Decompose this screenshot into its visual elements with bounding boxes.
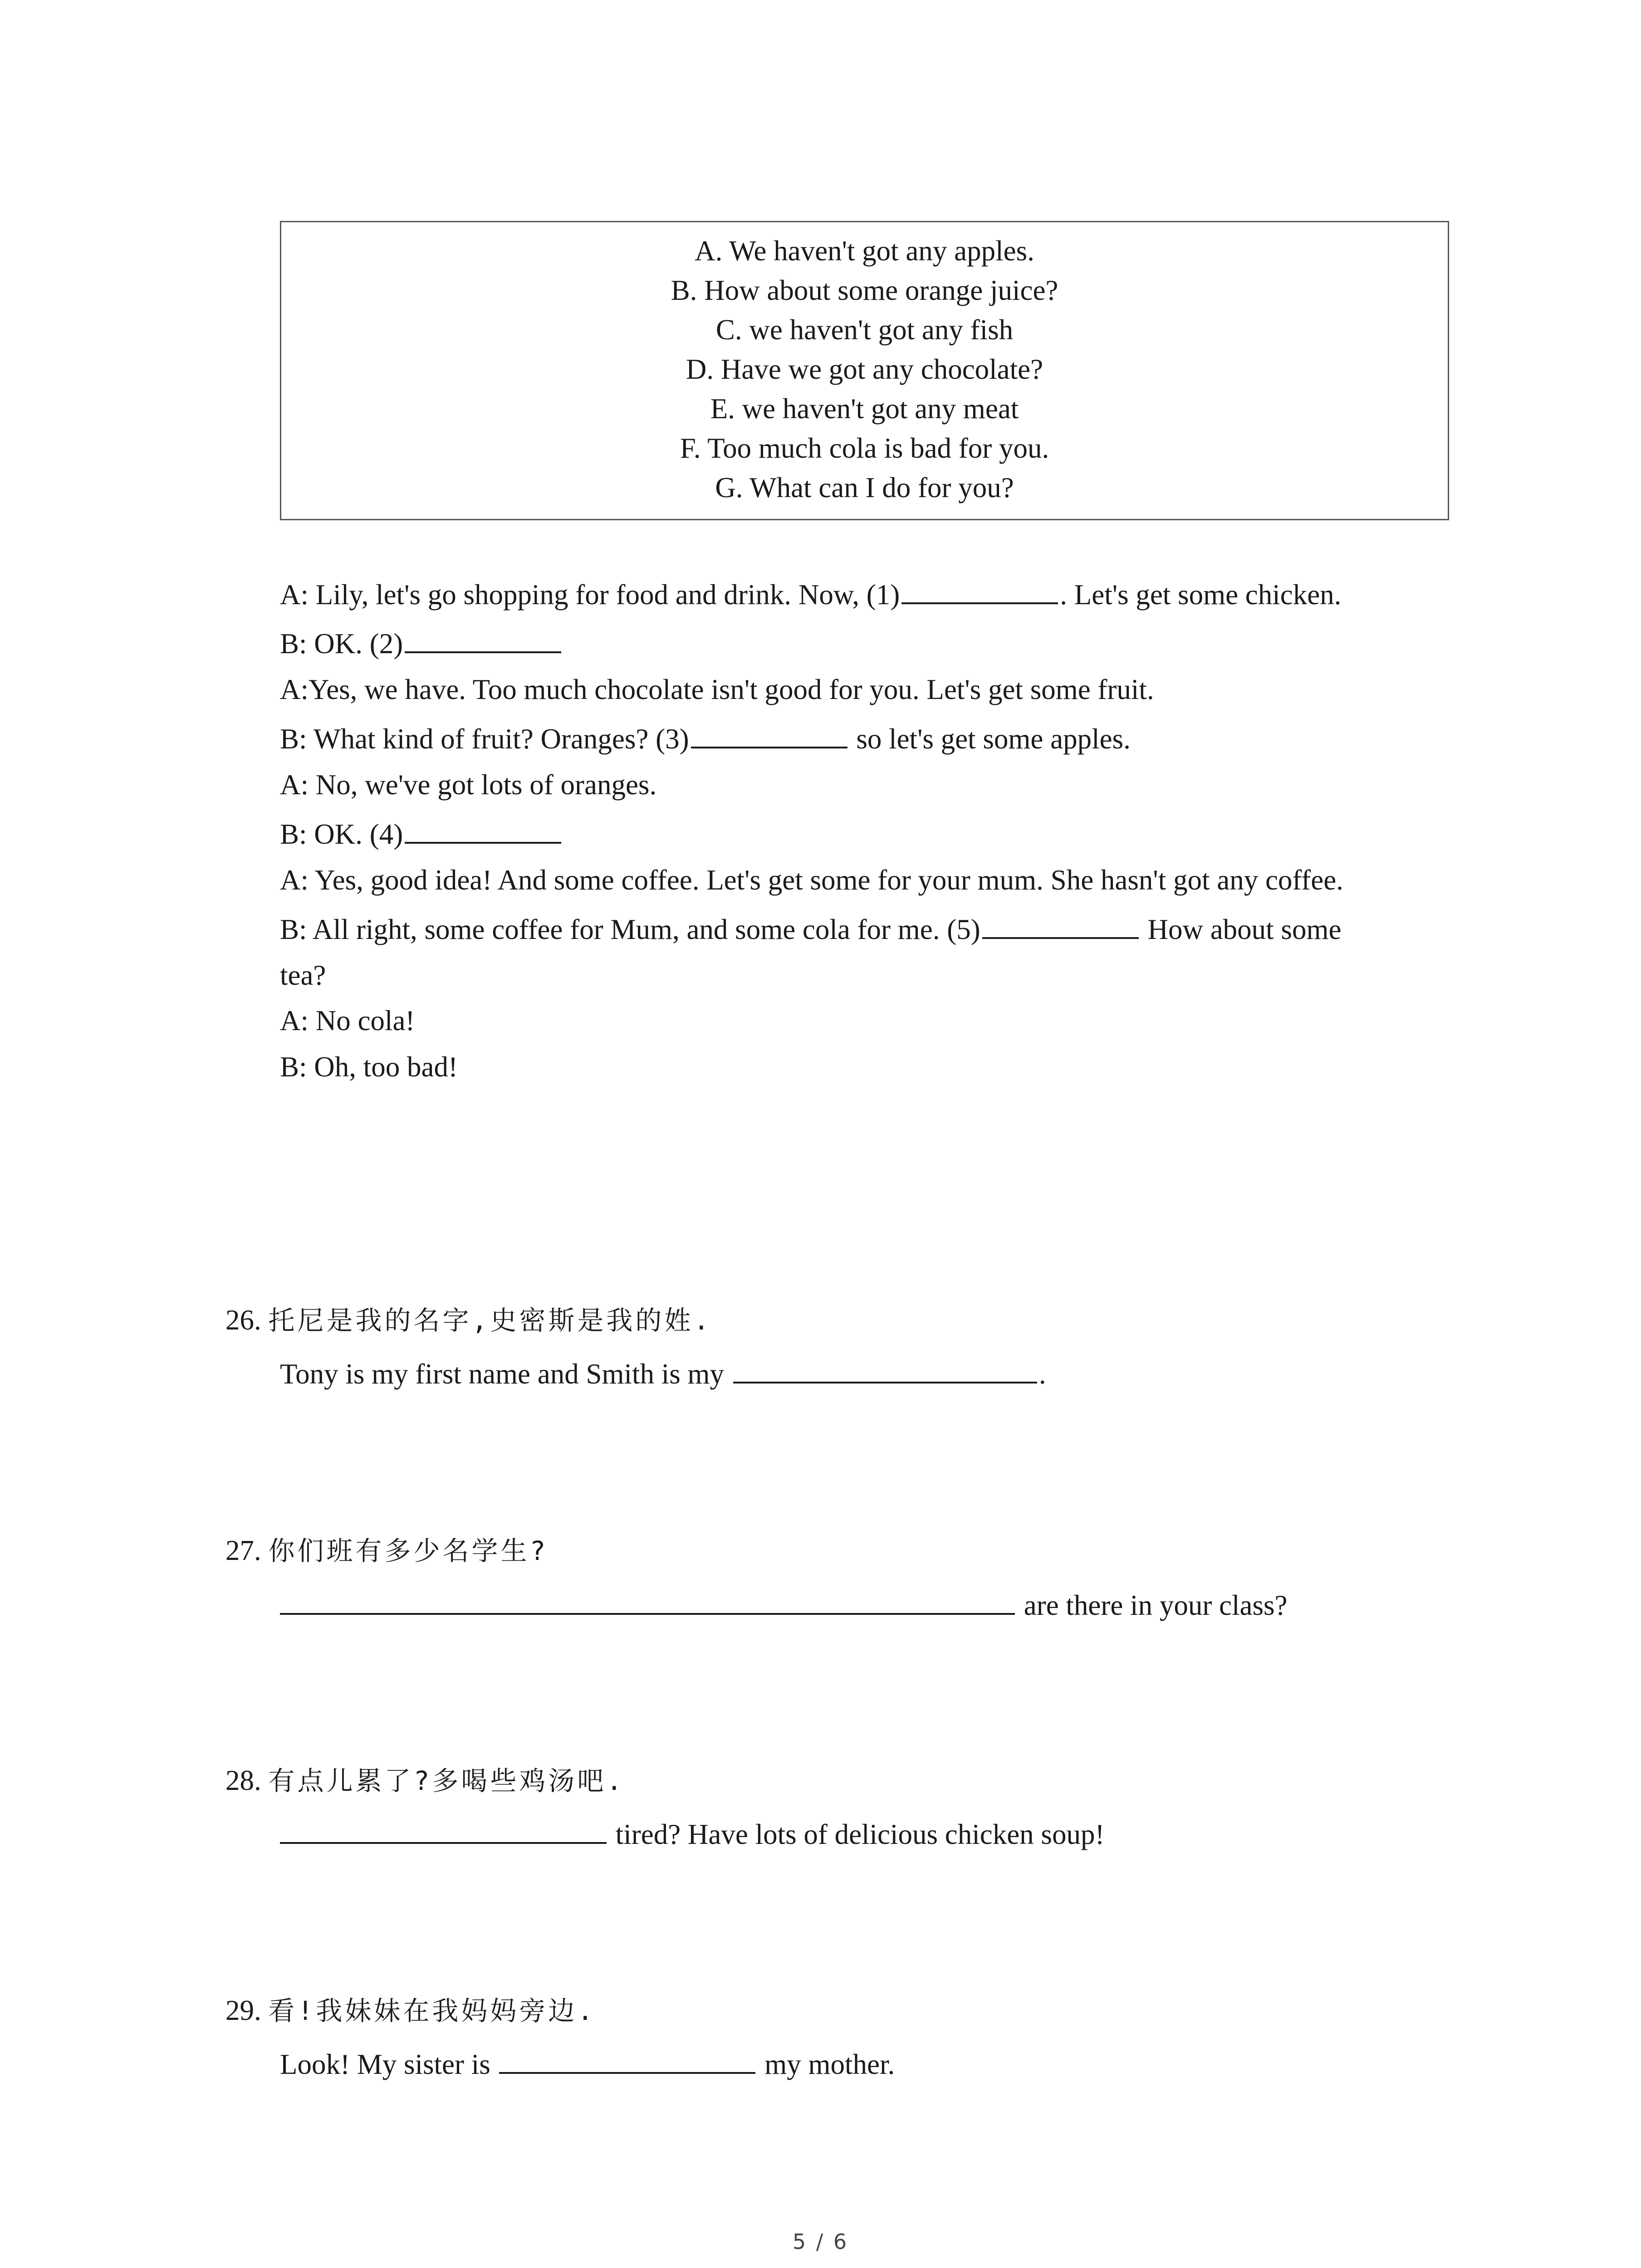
answer-blank-28[interactable] [280,1816,607,1844]
answer-blank-4[interactable] [405,816,561,844]
option-e: E. we haven't got any meat [710,393,1019,425]
question-number: 28. [225,1765,261,1796]
question-29-answer-line [280,2046,895,2082]
dialogue-line-2 [280,625,563,662]
question-number: 26. [225,1304,261,1336]
dialogue-line-4 [280,720,1131,757]
question-number: 29. [225,1994,261,2026]
question-26-answer-line [280,1355,1046,1392]
dialogue-line-3: A:Yes, we have. Too much chocolate isn't good for you. Let's get some fruit. [280,674,1154,705]
question-27 [225,1532,548,1569]
dialogue-text: B: What kind of fruit? Oranges? (3) [280,723,689,755]
option-a: A. We haven't got any apples. [695,235,1034,267]
question-text: tired? Have lots of delicious chicken soup! [608,1818,1105,1850]
question-prompt-chinese: 有点儿累了?多喝些鸡汤吧. [268,1765,625,1796]
answer-blank-2[interactable] [405,625,561,653]
question-27-answer-line [280,1587,1287,1623]
answer-blank-5[interactable] [982,911,1139,939]
question-prompt-chinese: 托尼是我的名字,史密斯是我的姓. [268,1305,712,1336]
option-c: C. we haven't got any fish [715,314,1014,346]
answer-blank-3[interactable] [691,720,847,748]
options-box [280,221,1449,520]
answer-blank-26[interactable] [733,1355,1037,1383]
dialogue-text: so let's get some apples. [849,723,1131,755]
question-number: 27. [225,1535,261,1566]
option-g: G. What can I do for you? [715,472,1014,503]
dialogue-line-6 [280,816,563,852]
question-text: . [1038,1358,1046,1390]
dialogue-line-11: B: Oh, too bad! [280,1051,458,1083]
question-text: Look! My sister is [280,2048,498,2080]
question-text: my mother. [757,2048,895,2080]
answer-blank-29[interactable] [499,2046,755,2074]
answer-blank-27[interactable] [280,1587,1015,1615]
option-f: F. Too much cola is bad for you. [680,432,1049,464]
question-text: Tony is my first name and Smith is my [280,1358,731,1390]
dialogue-text: B: OK. (4) [280,818,403,850]
question-prompt-chinese: 看!我妹妹在我妈妈旁边. [268,1995,596,2026]
dialogue-text: How about some [1140,914,1342,945]
dialogue-line-8 [280,911,1341,948]
dialogue-line-1 [280,576,1341,613]
question-29 [225,1992,596,2029]
option-d: D. Have we got any chocolate? [686,353,1043,385]
option-b: B. How about some orange juice? [671,274,1058,306]
question-28-answer-line [280,1816,1104,1853]
dialogue-text: B: OK. (2) [280,628,403,660]
dialogue-text: . Let's get some chicken. [1060,579,1342,611]
dialogue-line-7: A: Yes, good idea! And some coffee. Let's get some for your mum. She hasn't got any coffee. [280,864,1343,896]
answer-blank-1[interactable] [901,576,1058,604]
dialogue-text: A: Lily, let's go shopping for food and drink. Now, (1) [280,579,900,611]
dialogue-line-5: A: No, we've got lots of oranges. [280,769,657,801]
question-26 [225,1302,712,1339]
question-28 [225,1762,625,1799]
dialogue-line-10: A: No cola! [280,1005,415,1036]
page-number: 5 / 6 [792,2229,849,2254]
dialogue-text: B: All right, some coffee for Mum, and some cola for me. (5) [280,914,980,945]
question-prompt-chinese: 你们班有多少名学生? [268,1535,549,1566]
dialogue-line-9: tea? [280,959,326,991]
question-text: are there in your class? [1017,1589,1288,1621]
